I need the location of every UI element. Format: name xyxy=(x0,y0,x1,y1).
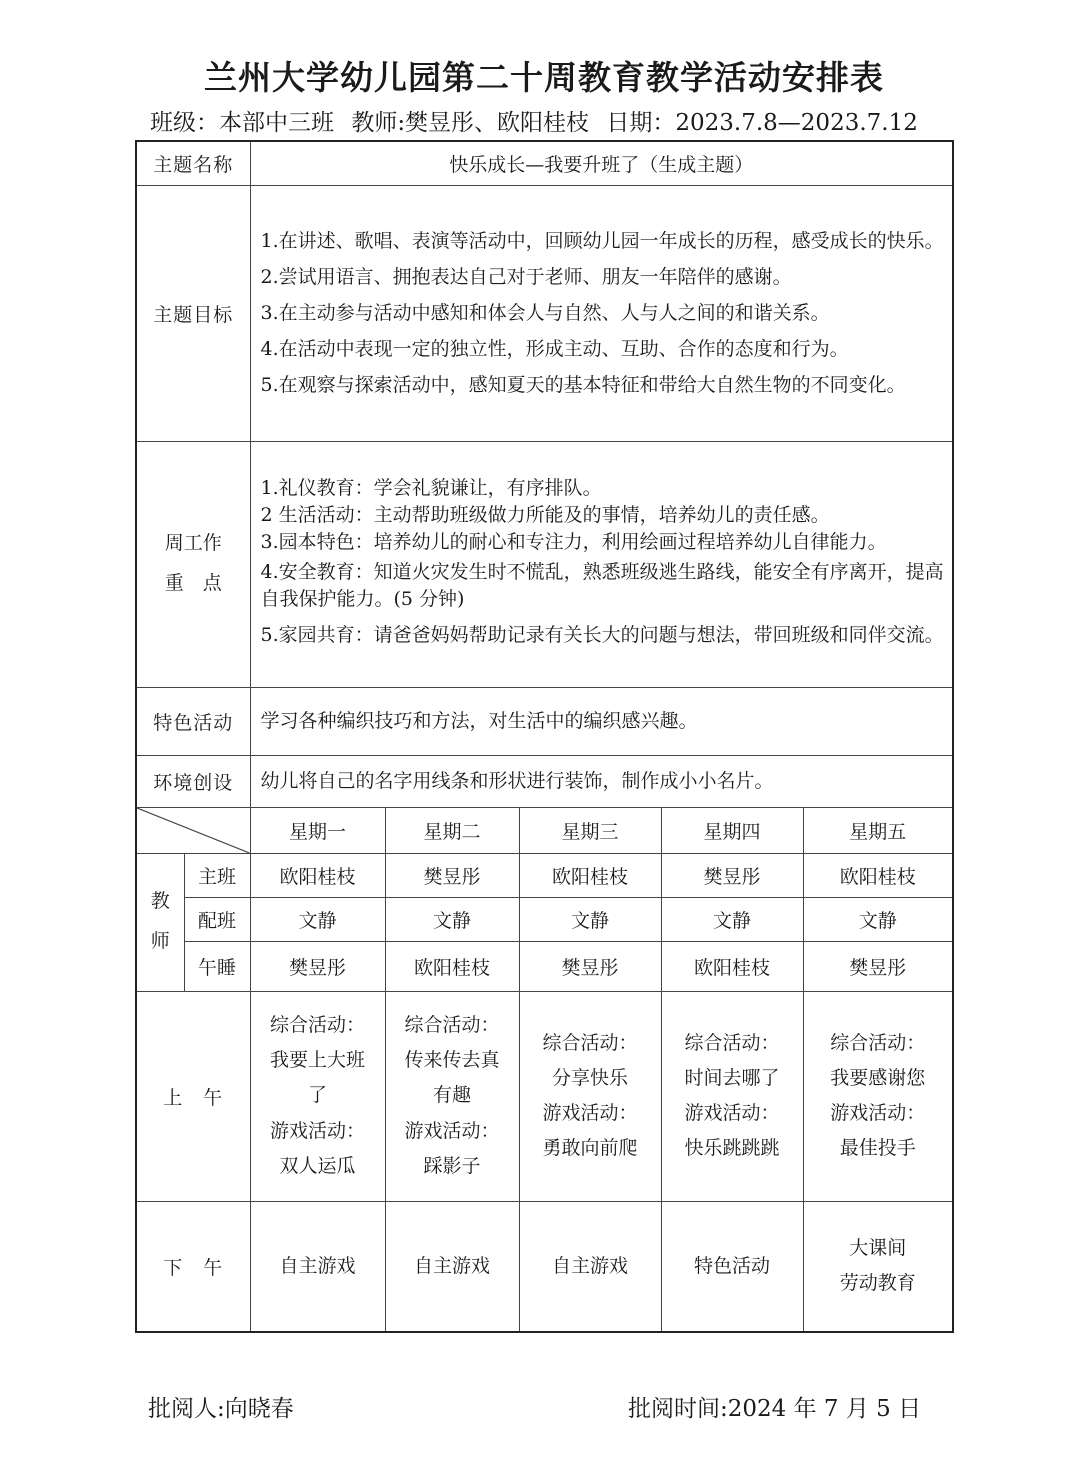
morning-line: 游戏活动： xyxy=(830,1102,926,1124)
class-info-line xyxy=(150,104,950,137)
morning-line: 综合活动： xyxy=(404,1014,500,1037)
morning-line: 有趣 xyxy=(433,1084,472,1107)
weekday-header: 星期四 xyxy=(661,807,803,853)
morning-cell xyxy=(803,991,953,1201)
morning-line: 综合活动： xyxy=(542,1031,638,1054)
theme-goal-item: 4.在活动中表现一定的独立性，形成主动、互助、合作的态度和行为。 xyxy=(260,338,849,361)
morning-line: 最佳投手 xyxy=(839,1137,916,1160)
morning-label: 上 午 xyxy=(136,991,250,1201)
afternoon-cell xyxy=(803,1201,953,1332)
afternoon-line: 劳动教育 xyxy=(839,1272,916,1295)
weekday-header-row xyxy=(136,807,953,853)
teacher-cell: 樊昱彤 xyxy=(803,941,953,991)
weekly-focus-label xyxy=(136,441,250,687)
afternoon-line: 自主游戏 xyxy=(552,1254,629,1277)
teacher-role-label: 配班 xyxy=(184,897,250,941)
teacher-role-label: 午睡 xyxy=(184,941,250,991)
morning-line: 游戏活动： xyxy=(404,1119,500,1142)
theme-goal-item: 3.在主动参与活动中感知和体会人与自然、人与人之间的和谐关系。 xyxy=(260,301,830,324)
activity-plan-table xyxy=(135,140,954,1333)
afternoon-label: 下 午 xyxy=(136,1201,250,1332)
weekly-focus-item: 3.园本特色：培养幼儿的耐心和专注力，利用绘画过程培养幼儿自律能力。 xyxy=(260,530,887,553)
theme-goals-list xyxy=(250,185,953,441)
weekly-focus-item: 4.安全教育：知道火灾发生时不慌乱，熟悉班级逃生路线，能安全有序离开，提高自我保护能力。(5 分钟) xyxy=(260,561,944,610)
weekday-header: 星期二 xyxy=(385,807,519,853)
teacher-row-main xyxy=(136,853,953,897)
theme-goal-item: 1.在讲述、歌唱、表演等活动中，回顾幼儿园一年成长的历程，感受成长的快乐。 xyxy=(260,229,944,252)
featured-activity-label: 特色活动 xyxy=(136,687,250,755)
morning-line: 综合活动： xyxy=(270,1014,366,1037)
weekly-focus-item: 1.礼仪教育：学会礼貌谦让，有序排队。 xyxy=(260,477,602,500)
featured-activity-value: 学习各种编织技巧和方法，对生活中的编织感兴趣。 xyxy=(250,687,953,755)
morning-line: 快乐跳跳跳 xyxy=(684,1137,780,1160)
teacher-cell: 欧阳桂枝 xyxy=(803,853,953,897)
reviewer-label: 批阅人:向晓春 xyxy=(148,1396,294,1422)
morning-line: 游戏活动： xyxy=(684,1102,780,1124)
morning-cell xyxy=(519,991,661,1201)
weekday-header: 星期一 xyxy=(250,807,385,853)
afternoon-line: 自主游戏 xyxy=(279,1254,356,1277)
environment-value: 幼儿将自己的名字用线条和形状进行装饰，制作成小小名片。 xyxy=(250,755,953,807)
afternoon-cell xyxy=(250,1201,385,1332)
environment-label: 环境创设 xyxy=(136,755,250,807)
weekday-header: 星期三 xyxy=(519,807,661,853)
morning-line: 综合活动： xyxy=(684,1031,780,1054)
teacher-row-assist xyxy=(136,897,953,941)
afternoon-cell xyxy=(661,1201,803,1332)
weekly-focus-label-line: 重 点 xyxy=(164,572,222,594)
morning-line: 分享快乐 xyxy=(552,1066,629,1089)
morning-line: 勇敢向前爬 xyxy=(542,1137,638,1160)
teacher-group-char: 教 xyxy=(150,890,170,913)
teacher-cell: 樊昱彤 xyxy=(385,853,519,897)
teacher-cell: 文静 xyxy=(250,897,385,941)
morning-cell xyxy=(250,991,385,1201)
afternoon-line: 大课间 xyxy=(849,1237,907,1260)
afternoon-row xyxy=(136,1201,953,1332)
class-label: 班级：本部中三班 xyxy=(150,110,334,136)
theme-goal-item: 5.在观察与探索活动中，感知夏天的基本特征和带给大自然生物的不同变化。 xyxy=(260,374,906,397)
theme-goals-label: 主题目标 xyxy=(136,185,250,441)
morning-line: 双人运瓜 xyxy=(279,1154,356,1177)
morning-line: 踩影子 xyxy=(423,1154,481,1177)
morning-line: 时间去哪了 xyxy=(684,1066,780,1089)
teacher-role-label: 主班 xyxy=(184,853,250,897)
diagonal-header-cell xyxy=(136,807,250,853)
weekly-focus-label-line: 周工作 xyxy=(164,532,222,555)
teacher-cell: 文静 xyxy=(803,897,953,941)
teacher-group-char: 师 xyxy=(150,930,170,952)
weekly-focus-row xyxy=(136,441,953,687)
teacher-cell: 欧阳桂枝 xyxy=(385,941,519,991)
morning-line: 综合活动： xyxy=(830,1031,926,1054)
morning-row xyxy=(136,991,953,1201)
theme-name-row xyxy=(136,141,953,185)
theme-goal-item: 2.尝试用语言、拥抱表达自己对于老师、朋友一年陪伴的感谢。 xyxy=(260,265,792,288)
morning-line: 游戏活动： xyxy=(270,1119,366,1142)
theme-name-value: 快乐成长—我要升班了（生成主题） xyxy=(250,141,953,185)
teacher-cell: 樊昱彤 xyxy=(519,941,661,991)
teacher-cell: 欧阳桂枝 xyxy=(519,853,661,897)
morning-line: 传来传去真 xyxy=(404,1049,500,1072)
document-title: 兰州大学幼儿园第二十周教育教学活动安排表 xyxy=(204,58,884,97)
afternoon-cell xyxy=(385,1201,519,1332)
date-label: 日期：2023.7.8—2023.7.12 xyxy=(606,110,918,136)
weekday-header: 星期五 xyxy=(803,807,953,853)
environment-row xyxy=(136,755,953,807)
teacher-cell: 文静 xyxy=(385,897,519,941)
morning-line: 游戏活动： xyxy=(542,1102,638,1124)
morning-cell xyxy=(661,991,803,1201)
morning-line: 了 xyxy=(308,1084,328,1107)
teacher-cell: 樊昱彤 xyxy=(661,853,803,897)
weekly-focus-item: 5.家园共育：请爸爸妈妈帮助记录有关长大的问题与想法，带回班级和同伴交流。 xyxy=(260,624,944,647)
morning-cell xyxy=(385,991,519,1201)
weekly-focus-list xyxy=(250,441,953,687)
morning-line: 我要感谢您 xyxy=(830,1066,926,1089)
afternoon-cell xyxy=(519,1201,661,1332)
featured-activity-row xyxy=(136,687,953,755)
theme-goals-row xyxy=(136,185,953,441)
teacher-cell: 欧阳桂枝 xyxy=(250,853,385,897)
teacher-cell: 樊昱彤 xyxy=(250,941,385,991)
afternoon-line: 特色活动 xyxy=(694,1254,771,1277)
afternoon-line: 自主游戏 xyxy=(414,1254,491,1277)
teacher-group-label xyxy=(136,853,184,991)
review-time-label: 批阅时间:2024 年 7 月 5 日 xyxy=(628,1396,922,1422)
teacher-cell: 文静 xyxy=(661,897,803,941)
diagonal-line-icon xyxy=(137,808,250,853)
teacher-row-nap xyxy=(136,941,953,991)
weekly-focus-item: 2 生活活动：主动帮助班级做力所能及的事情，培养幼儿的责任感。 xyxy=(260,504,830,527)
teacher-label: 教师:樊昱彤、欧阳桂枝 xyxy=(351,110,590,136)
teacher-cell: 文静 xyxy=(519,897,661,941)
teacher-cell: 欧阳桂枝 xyxy=(661,941,803,991)
morning-line: 我要上大班 xyxy=(270,1049,366,1072)
theme-name-label: 主题名称 xyxy=(136,141,250,185)
